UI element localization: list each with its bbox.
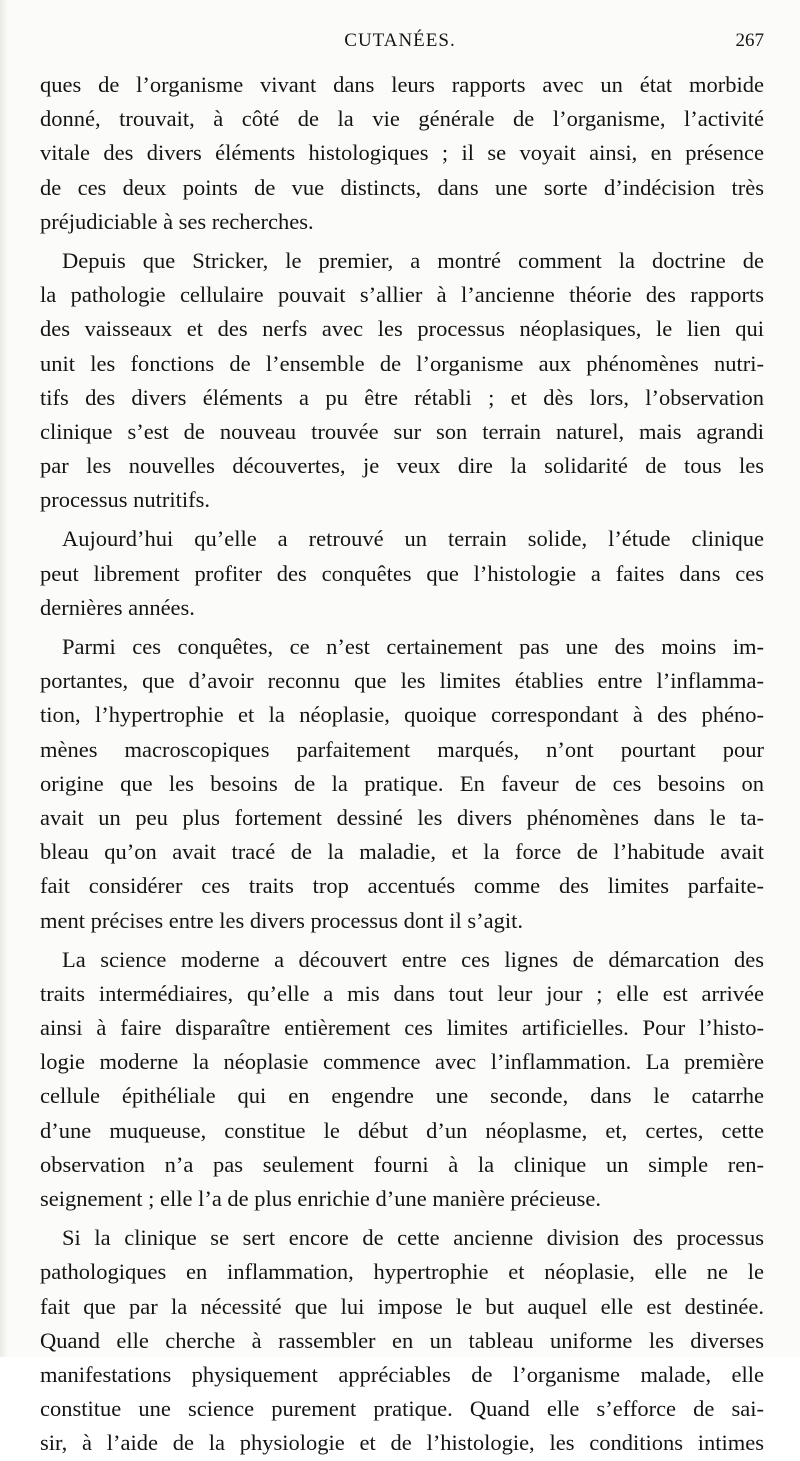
text-line: manifestations physiquement appréciables de l’organisme malade, elle — [40, 1361, 764, 1387]
paragraph — [40, 68, 764, 239]
text-line: seignement ; elle l’a de plus enrichie d’une manière précieuse. — [40, 1186, 602, 1211]
page-header — [0, 30, 800, 60]
text-line: Depuis que Stricker, le premier, a montré comment la doctrine de — [62, 247, 764, 273]
text-line: constitue une science purement pratique. Quand elle s’efforce de sai- — [40, 1396, 764, 1422]
paragraph — [40, 943, 764, 1217]
text-line: portantes, que d’avoir reconnu que les limites établies entre l’inflamma- — [40, 668, 764, 694]
text-line: La science moderne a découvert entre ces lignes de démarcation des — [62, 946, 764, 972]
text-line: peut librement profiter des conquêtes que l’histologie a faites dans ces — [40, 560, 764, 586]
text-line: par les nouvelles découvertes, je veux dire la solidarité de tous les — [40, 453, 764, 479]
text-line: Quand elle cherche à rassembler en un tableau uniforme les diverses — [40, 1327, 764, 1353]
text-line: fait considérer ces traits trop accentués comme des limites parfaite- — [40, 873, 764, 899]
text-line: pathologiques en inflammation, hypertrophie et néoplasie, elle ne le — [40, 1259, 764, 1285]
text-line: Parmi ces conquêtes, ce n’est certainement pas une des moins im- — [62, 634, 764, 659]
text-line: Aujourd’hui qu’elle a retrouvé un terrain solide, l’étude clinique — [62, 526, 764, 552]
paragraph — [40, 1221, 764, 1460]
text-line: ainsi à faire disparaître entièrement ces limites artificielles. Pour l’histo- — [40, 1015, 764, 1041]
text-line: sir, à l’aide de la physiologie et de l’histologie, les conditions intimes — [40, 1430, 764, 1456]
paragraph — [40, 522, 764, 625]
text-line: avait un peu plus fortement dessiné les divers phénomènes dans le ta- — [40, 804, 764, 830]
text-line: ques de l’organisme vivant dans leurs rapports avec un état morbide — [40, 72, 764, 97]
text-line: d’une muqueuse, constitue le début d’un néoplasme, et, certes, cette — [40, 1117, 764, 1143]
text-line: mènes macroscopiques parfaitement marqués, n’ont pourtant pour — [40, 736, 764, 762]
text-line: vitale des divers éléments histologiques ; il se voyait ainsi, en présence — [40, 140, 764, 166]
text-line: ment précises entre les divers processus dont il s’agit. — [40, 907, 524, 933]
text-line: dernières années. — [40, 594, 195, 620]
page-edge-shadow — [0, 0, 8, 1357]
text-line: tifs des divers éléments a pu être rétabli ; et dès lors, l’observation — [40, 384, 764, 410]
text-line: logie moderne la néoplasie commence avec l’inflammation. La première — [40, 1049, 764, 1075]
text-line: unit les fonctions de l’ensemble de l’organisme aux phénomènes nutri- — [40, 350, 764, 376]
text-line: donné, trouvait, à côté de la vie générale de l’organisme, l’activité — [40, 106, 764, 132]
paragraph — [40, 244, 764, 518]
text-line: de ces deux points de vue distincts, dans une sorte d’indécision très — [40, 174, 764, 200]
text-line: cellule épithéliale qui en engendre une seconde, dans le catarrhe — [40, 1083, 764, 1109]
text-line: origine que les besoins de la pratique. En faveur de ces besoins on — [40, 770, 764, 796]
page-number: 267 — [735, 30, 764, 51]
text-line: préjudiciable à ses recherches. — [40, 208, 314, 234]
text-line: observation n’a pas seulement fourni à la clinique un simple ren- — [40, 1151, 764, 1177]
running-title: CUTANÉES. — [344, 30, 456, 51]
paragraph — [40, 630, 764, 938]
text-line: processus nutritifs. — [40, 487, 210, 513]
text-line: traits intermédiaires, qu’elle a mis dans tout leur jour ; elle est arrivée — [40, 980, 764, 1006]
body-text — [40, 68, 764, 1461]
text-line: clinique s’est de nouveau trouvée sur son terrain naturel, mais agrandi — [40, 418, 764, 444]
text-line: des vaisseaux et des nerfs avec les processus néoplasiques, le lien qui — [40, 316, 764, 342]
text-line: la pathologie cellulaire pouvait s’allier à l’ancienne théorie des rapports — [40, 282, 764, 308]
text-line: fait que par la nécessité que lui impose le but auquel elle est destinée. — [40, 1293, 764, 1319]
text-line: Si la clinique se sert encore de cette ancienne division des processus — [62, 1225, 764, 1251]
text-line: bleau qu’on avait tracé de la maladie, et la force de l’habitude avait — [40, 839, 764, 865]
text-line: tion, l’hypertrophie et la néoplasie, quoique correspondant à des phéno- — [40, 702, 764, 728]
